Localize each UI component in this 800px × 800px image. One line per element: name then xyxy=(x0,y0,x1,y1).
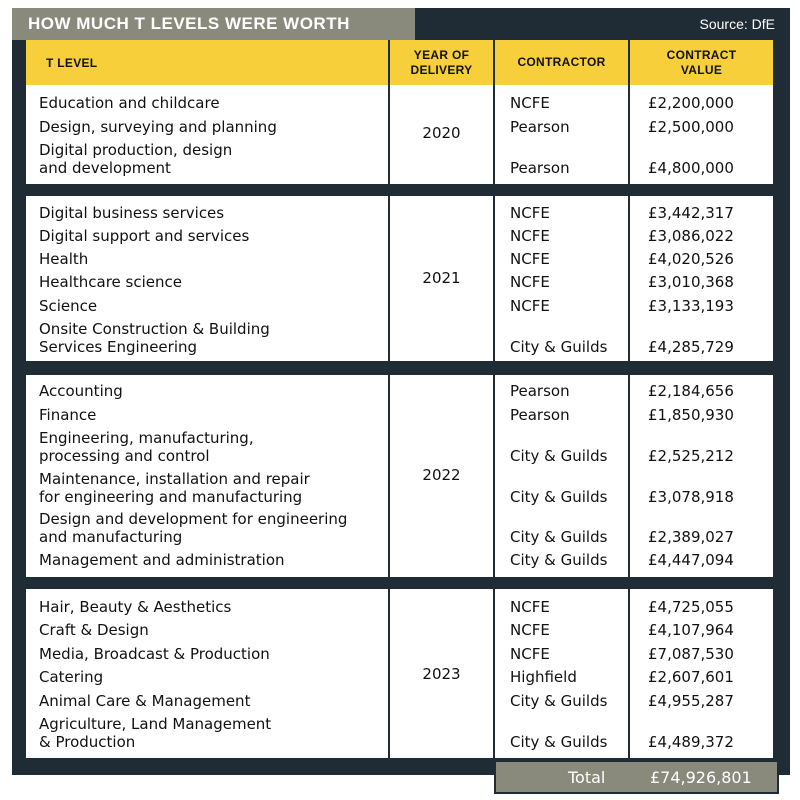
contractor-name: NCFE xyxy=(510,94,550,112)
contract-value: £3,086,022 xyxy=(648,227,734,245)
group-2021-year-cell xyxy=(390,196,493,361)
source-note: Source: DfE xyxy=(699,16,775,32)
contract-value: £2,389,027 xyxy=(648,528,734,546)
t-level-name: Agriculture, Land Management & Production xyxy=(39,715,272,751)
header-year-of-delivery xyxy=(390,40,493,85)
table-title: HOW MUCH T LEVELS WERE WORTH xyxy=(12,8,415,40)
contract-value: £7,087,530 xyxy=(648,645,734,663)
contract-value: £1,850,930 xyxy=(648,406,734,424)
contract-value: £2,525,212 xyxy=(648,447,734,465)
contract-value: £4,725,055 xyxy=(648,598,734,616)
t-level-name: Design and development for engineering and manufacturing xyxy=(39,510,348,546)
t-level-name: Finance xyxy=(39,406,97,424)
t-level-name: Health xyxy=(39,250,89,268)
t-level-name: Accounting xyxy=(39,382,123,400)
t-level-name: Healthcare science xyxy=(39,273,182,291)
contract-value: £4,447,094 xyxy=(648,551,734,569)
group-2021-value-cell xyxy=(630,196,773,361)
contractor-name: Pearson xyxy=(510,159,570,177)
t-level-name: Maintenance, installation and repair for engineering and manufacturing xyxy=(39,470,310,506)
contract-value: £4,800,000 xyxy=(648,159,734,177)
contract-value: £2,200,000 xyxy=(648,94,734,112)
contract-value: £3,133,193 xyxy=(648,297,734,315)
header-contractor: CONTRACTOR xyxy=(495,40,628,85)
group-2023-value-cell xyxy=(630,589,773,758)
group-2022-year-cell xyxy=(390,375,493,577)
contractor-name: City & Guilds xyxy=(510,733,608,751)
group-2020-t-level-cell xyxy=(26,85,388,184)
t-level-name: Digital support and services xyxy=(39,227,250,245)
group-2023-year-cell xyxy=(390,589,493,758)
t-level-name: Digital business services xyxy=(39,204,225,222)
contract-value: £4,107,964 xyxy=(648,621,734,639)
group-2023-contractor-cell xyxy=(495,589,628,758)
contractor-name: Pearson xyxy=(510,382,570,400)
total-row xyxy=(494,760,779,794)
group-2020-year-cell xyxy=(390,85,493,184)
group-2022-t-level-cell xyxy=(26,375,388,577)
contractor-name: NCFE xyxy=(510,297,550,315)
contractor-name: City & Guilds xyxy=(510,528,608,546)
contractor-name: City & Guilds xyxy=(510,447,608,465)
contractor-name: City & Guilds xyxy=(510,488,608,506)
contractor-name: Pearson xyxy=(510,118,570,136)
group-2020-value-cell xyxy=(630,85,773,184)
t-level-name: Engineering, manufacturing, processing and control xyxy=(39,429,254,465)
contract-value: £3,010,368 xyxy=(648,273,734,291)
contractor-name: NCFE xyxy=(510,227,550,245)
contractor-name: NCFE xyxy=(510,645,550,663)
contract-value: £4,489,372 xyxy=(648,733,734,751)
contract-value: £4,020,526 xyxy=(648,250,734,268)
contractor-name: NCFE xyxy=(510,598,550,616)
header-value-label: CONTRACT VALUE xyxy=(666,47,737,77)
contractor-name: City & Guilds xyxy=(510,692,608,710)
contractor-name: Highfield xyxy=(510,668,577,686)
contract-value: £2,607,601 xyxy=(648,668,734,686)
t-level-name: Onsite Construction & Building Services Engineering xyxy=(39,320,270,356)
t-level-name: Digital production, design and development xyxy=(39,141,233,177)
t-level-name: Animal Care & Management xyxy=(39,692,251,710)
contract-value: £3,078,918 xyxy=(648,488,734,506)
t-level-name: Catering xyxy=(39,668,104,686)
header-t-level: T LEVEL xyxy=(26,40,388,85)
t-level-name: Management and administration xyxy=(39,551,285,569)
contract-value: £4,955,287 xyxy=(648,692,734,710)
contractor-name: NCFE xyxy=(510,621,550,639)
header-contract-value xyxy=(630,40,773,85)
year-label: 2021 xyxy=(422,269,461,287)
total-value: £74,926,801 xyxy=(650,768,752,787)
contractor-name: City & Guilds xyxy=(510,551,608,569)
year-label: 2022 xyxy=(422,466,461,484)
contract-value: £4,285,729 xyxy=(648,338,734,356)
contractor-name: NCFE xyxy=(510,273,550,291)
t-level-name: Media, Broadcast & Production xyxy=(39,645,270,663)
t-level-name: Science xyxy=(39,297,98,315)
group-2023-t-level-cell xyxy=(26,589,388,758)
group-2022-contractor-cell xyxy=(495,375,628,577)
contract-value: £3,442,317 xyxy=(648,204,734,222)
group-2021-contractor-cell xyxy=(495,196,628,361)
year-label: 2023 xyxy=(422,665,461,683)
contract-value: £2,184,656 xyxy=(648,382,734,400)
contractor-name: NCFE xyxy=(510,250,550,268)
t-level-name: Design, surveying and planning xyxy=(39,118,277,136)
total-label: Total xyxy=(568,768,606,787)
contractor-name: City & Guilds xyxy=(510,338,608,356)
contractor-name: NCFE xyxy=(510,204,550,222)
t-level-name: Education and childcare xyxy=(39,94,220,112)
header-year-label: YEAR OF DELIVERY xyxy=(410,47,473,77)
group-2020-contractor-cell xyxy=(495,85,628,184)
t-level-name: Hair, Beauty & Aesthetics xyxy=(39,598,232,616)
contractor-name: Pearson xyxy=(510,406,570,424)
group-2022-value-cell xyxy=(630,375,773,577)
t-level-name: Craft & Design xyxy=(39,621,149,639)
year-label: 2020 xyxy=(422,124,461,142)
contract-value: £2,500,000 xyxy=(648,118,734,136)
group-2021-t-level-cell xyxy=(26,196,388,361)
